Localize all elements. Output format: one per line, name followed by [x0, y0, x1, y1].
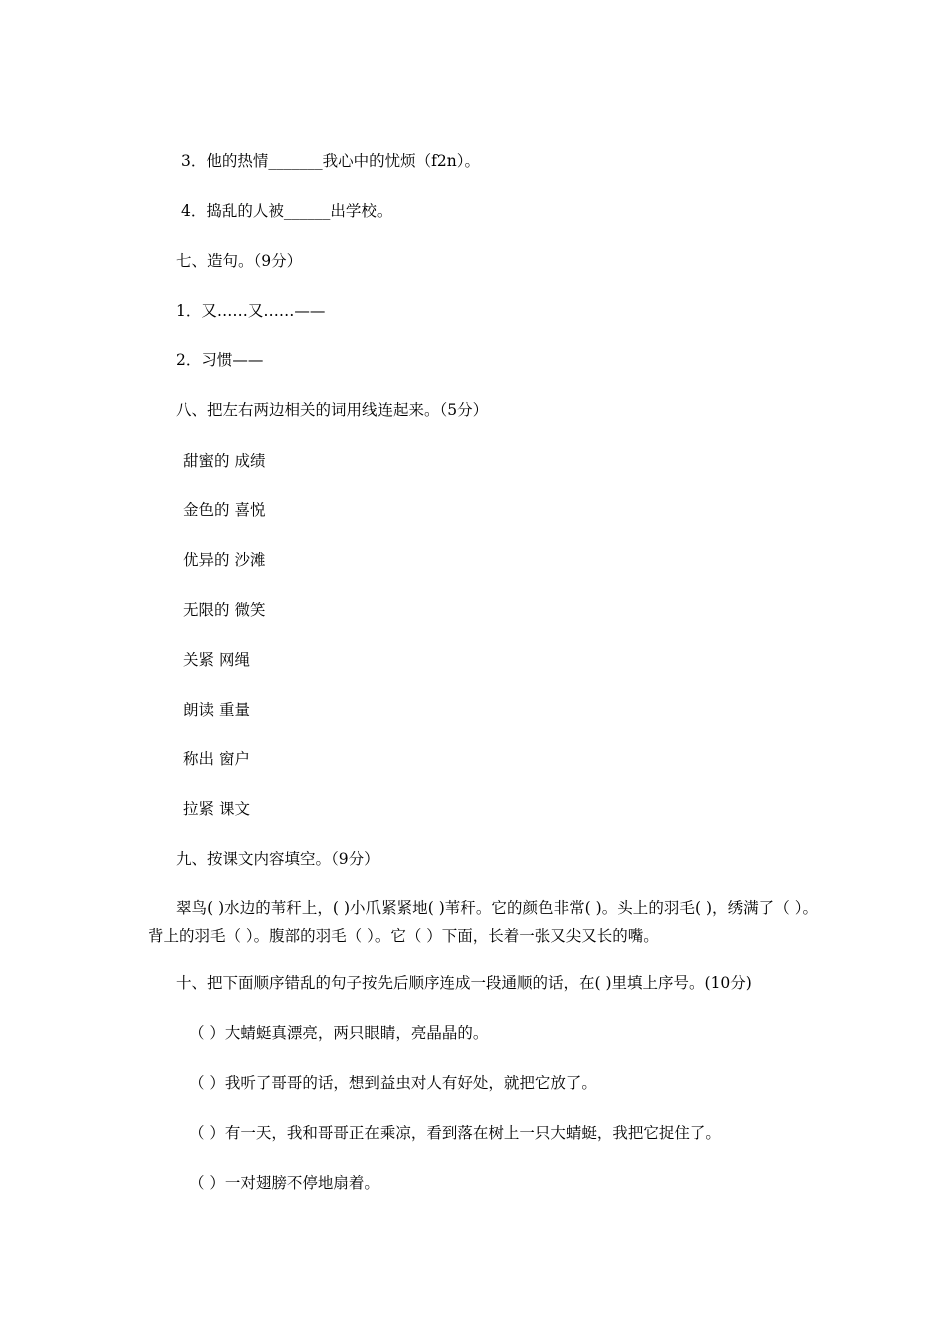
word-left: 关紧 — [183, 651, 215, 669]
word-right: 成绩 — [234, 452, 266, 470]
word-pair-row — [0, 799, 950, 819]
word-right: 网绳 — [219, 651, 251, 669]
word-pair-row — [0, 650, 950, 670]
section-10-item: （ ）我听了哥哥的话，想到益虫对人有好处，就把它放了。 — [189, 1074, 597, 1092]
word-left: 金色的 — [183, 501, 230, 519]
word-right: 微笑 — [234, 601, 266, 619]
word-pair-row — [0, 700, 950, 720]
word-right: 沙滩 — [234, 551, 266, 569]
section-7-item-2: 2．习惯—— — [176, 351, 264, 369]
section-8-heading: 八、把左右两边相关的词用线连起来。（5分） — [176, 401, 489, 419]
word-pair-row — [0, 500, 950, 520]
question-6-item-3: 3．他的热情_______我心中的忧烦（f2n）。 — [181, 152, 480, 170]
word-pair-row — [0, 550, 950, 570]
section-7-heading: 七、造句。（9分） — [176, 252, 303, 270]
word-pair-row — [0, 451, 950, 471]
section-10-item: （ ）大蜻蜓真漂亮，两只眼睛，亮晶晶的。 — [189, 1024, 489, 1042]
section-10-heading: 十、把下面顺序错乱的句子按先后顺序连成一段通顺的话，在( )里填上序号。(10分) — [176, 974, 752, 992]
word-left: 优异的 — [183, 551, 230, 569]
word-left: 称出 — [183, 750, 215, 768]
word-pair-row — [0, 600, 950, 620]
word-left: 朗读 — [183, 701, 215, 719]
word-right: 窗户 — [219, 750, 251, 768]
question-6-item-4: 4．捣乱的人被______出学校。 — [181, 202, 393, 220]
word-right: 重量 — [219, 701, 251, 719]
word-right: 课文 — [219, 800, 251, 818]
word-pair-row — [0, 749, 950, 769]
word-left: 拉紧 — [183, 800, 215, 818]
word-left: 无限的 — [183, 601, 230, 619]
word-left: 甜蜜的 — [183, 452, 230, 470]
section-10-item: （ ）一对翅膀不停地扇着。 — [189, 1174, 380, 1192]
section-7-item-1: 1．又……又……—— — [176, 302, 326, 320]
section-9-paragraph: 翠鸟( )水边的苇秆上，( )小爪紧紧地( )苇秆。它的颜色非常( )。头上的羽毛( )，绣满了（ ）。背上的羽毛（ ）。腹部的羽毛（ ）。它（ ）下面，长着一张又尖又长的嘴。 — [148, 899, 818, 945]
word-right: 喜悦 — [234, 501, 266, 519]
section-10-item: （ ）有一天，我和哥哥正在乘凉，看到落在树上一只大蜻蜓，我把它捉住了。 — [189, 1124, 721, 1142]
section-9-heading: 九、按课文内容填空。（9分） — [176, 850, 380, 868]
